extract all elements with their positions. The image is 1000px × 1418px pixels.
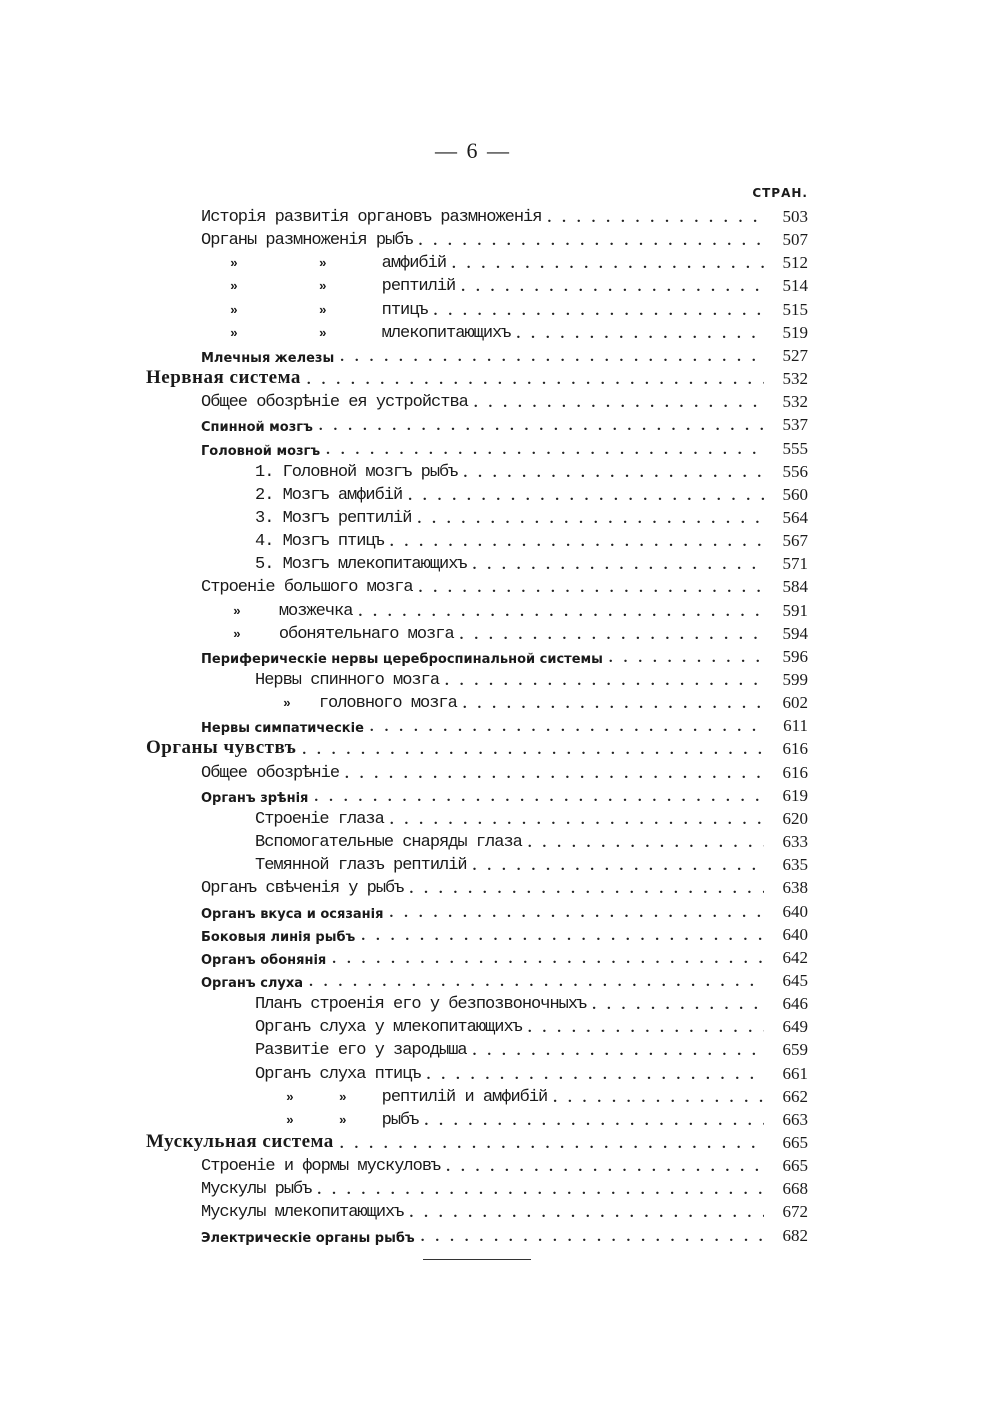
toc-entry-page: 519 (782, 322, 808, 342)
ditto-mark: » (230, 279, 237, 295)
toc-entry-page: 616 (782, 762, 808, 782)
toc-entry-page: 619 (782, 785, 808, 805)
toc-entry-page: 645 (782, 970, 808, 990)
toc-entry (0, 1014, 1000, 1037)
toc-entry-page: 665 (782, 1133, 808, 1152)
toc-entry (0, 436, 1000, 459)
toc-entry-page: 571 (782, 554, 808, 574)
dot-leader (463, 695, 764, 713)
dot-leader (332, 950, 764, 968)
dot-leader (408, 487, 764, 505)
toc-entry-page: 596 (782, 646, 808, 666)
dot-leader (317, 1181, 764, 1199)
dot-leader (424, 1112, 764, 1130)
toc-entry-page: 646 (782, 994, 808, 1014)
toc-entry-page: 514 (782, 276, 808, 296)
toc-entry (0, 667, 1000, 690)
toc-entry-text: головного мозга (318, 694, 457, 714)
toc-entry-page: 640 (782, 901, 808, 921)
toc-entry-title: Мускульная система (146, 1131, 334, 1152)
toc-entry-title: Органъ обонянія (201, 952, 327, 968)
toc-entry-title: Мускулы рыбъ (201, 1180, 312, 1200)
toc-entry (0, 574, 1000, 597)
toc-entry-title: Боковыя линія рыбъ (201, 929, 356, 945)
dot-leader (409, 1204, 764, 1222)
ditto-mark: » (318, 256, 326, 272)
dot-leader (340, 348, 764, 366)
dot-leader (427, 1066, 764, 1084)
toc-entry-title (0, 254, 446, 273)
dot-leader (309, 973, 764, 991)
toc-entry-page: 611 (783, 716, 808, 736)
toc-entry-page: 567 (782, 531, 808, 551)
toc-entry-page: 599 (782, 670, 808, 689)
toc-entry-page: 662 (782, 1086, 808, 1106)
dot-leader (516, 325, 764, 343)
toc-entry-title (0, 625, 454, 644)
toc-entry-page: 555 (782, 438, 808, 458)
toc-entry-page: 635 (782, 855, 808, 875)
toc-entry-title: Общее обозрѣніе (201, 763, 340, 783)
ditto-mark: » (318, 325, 326, 341)
toc-entry-title: Органъ вкуса и осязанія (201, 906, 384, 922)
toc-entry-title: Исторія развитія органовъ размноженія (201, 208, 542, 227)
toc-entry-page: 659 (782, 1040, 808, 1060)
toc-entry-title: Общее обозрѣніе ея устройства (201, 393, 468, 413)
dot-leader (409, 880, 764, 898)
toc-entry-text: рептилій и амфибій (381, 1087, 548, 1107)
toc-entry (0, 736, 1000, 759)
toc-entry-page: 682 (782, 1225, 808, 1245)
dot-leader (345, 765, 764, 783)
toc-entry-title (0, 301, 428, 320)
toc-entry-page: 594 (782, 623, 808, 643)
toc-entry-title: Темянной глазъ рептилій (255, 856, 467, 876)
toc-entry (0, 320, 1000, 343)
toc-entry (0, 852, 1000, 875)
toc-entry-title: Головной мозгъ (201, 443, 321, 459)
toc-entry (0, 1176, 1000, 1199)
toc-entry-title: Органъ слуха (201, 975, 304, 991)
dot-leader (319, 417, 764, 435)
dot-leader (434, 302, 764, 320)
toc-entry-title: Развитіе его у зародыша (255, 1041, 467, 1061)
toc-entry-title: Спинной мозгъ (201, 420, 313, 436)
page-column-header: СТРАН. (752, 186, 808, 200)
toc-entry-text: обонятельнаго мозга (278, 624, 454, 644)
toc-entry-title (0, 277, 455, 296)
toc-entry-page: 638 (782, 878, 808, 898)
toc-entry-title: Органы чувствъ (146, 737, 297, 759)
toc-entry-title (0, 1111, 418, 1130)
ditto-mark: » (286, 1089, 293, 1105)
toc-entry-title (0, 324, 510, 343)
toc-entry-page: 515 (782, 299, 808, 319)
toc-entry (0, 250, 1000, 273)
toc-entry (0, 899, 1000, 922)
toc-entry-text: амфибій (381, 254, 447, 274)
dot-leader (547, 209, 764, 227)
toc-entry (0, 1223, 1000, 1246)
toc-entry-page: 640 (782, 924, 808, 944)
toc-entry-page: 668 (782, 1179, 808, 1199)
toc-entry-title: 1. Головной мозгъ рыбъ (255, 462, 458, 482)
toc-entry-page: 642 (782, 947, 808, 967)
toc-entry (0, 806, 1000, 829)
toc-entry-text: рыбъ (381, 1110, 419, 1130)
toc-entry (0, 968, 1000, 991)
toc-entry (0, 366, 1000, 389)
toc-entry (0, 1107, 1000, 1130)
toc-entry-page: 507 (782, 230, 808, 250)
toc-entry (0, 760, 1000, 783)
toc-entry (0, 459, 1000, 482)
ditto-mark: » (233, 626, 240, 642)
ditto-mark: » (283, 696, 290, 712)
toc-entry-title: Периферическіе нервы цереброспинальной системы (201, 651, 603, 667)
toc-entry-page: 672 (782, 1202, 808, 1222)
dot-leader (446, 1158, 764, 1176)
toc-entry-page: 503 (782, 207, 808, 226)
toc-entry (0, 1199, 1000, 1222)
toc-entry-title: 2. Мозгъ амфибій (255, 485, 403, 505)
toc-entry-page: 616 (782, 739, 808, 759)
toc-entry (0, 922, 1000, 945)
closing-rule (423, 1259, 531, 1260)
toc-entry (0, 227, 1000, 250)
ditto-mark: » (230, 325, 237, 341)
toc-entry-page: 560 (782, 484, 808, 504)
dot-leader (340, 1135, 764, 1153)
dot-leader (302, 741, 764, 759)
toc-entry-page: 564 (782, 507, 808, 527)
ditto-mark: » (230, 302, 237, 318)
dot-leader (473, 1042, 764, 1060)
dot-leader (326, 441, 764, 459)
toc-entry-title: 5. Мозгъ млекопитающихъ (255, 555, 467, 575)
toc-entry-page: 532 (782, 369, 808, 389)
toc-entry-title: Нервы спинного мозга (255, 671, 440, 690)
toc-entry-title: Планъ строенія его у безпозвоночныхъ (255, 995, 587, 1015)
toc-entry-text: мозжечка (278, 601, 353, 621)
dot-leader (361, 927, 764, 945)
toc-entry (0, 204, 1000, 227)
toc-entry-title: Органъ зрѣнія (201, 790, 309, 806)
toc-entry (0, 1084, 1000, 1107)
toc-entry-title: Органъ слуха птицъ (255, 1064, 421, 1084)
dot-leader (390, 811, 764, 829)
toc-entry-page: 512 (782, 253, 808, 273)
dot-leader (528, 1019, 764, 1037)
toc-entry (0, 690, 1000, 713)
toc-entry-page: 537 (782, 415, 808, 435)
toc-entry-page: 663 (782, 1109, 808, 1129)
toc-entry-page: 661 (782, 1063, 808, 1083)
toc-entry-title: Нервная система (146, 367, 301, 389)
dot-leader (461, 278, 764, 296)
toc-entry (0, 644, 1000, 667)
ditto-mark: » (233, 603, 240, 619)
dot-leader (445, 672, 764, 690)
toc-entry-page: 665 (782, 1156, 808, 1176)
ditto-mark: » (318, 302, 326, 318)
toc-entry-page: 633 (782, 832, 808, 852)
toc-entry-title (0, 1088, 547, 1107)
toc-entry-text: млекопитающихъ (381, 323, 511, 343)
ditto-mark: » (318, 279, 326, 295)
toc-entry (0, 389, 1000, 412)
toc-entry (0, 598, 1000, 621)
dot-leader (460, 626, 764, 644)
page-number: — 6 — (435, 138, 511, 163)
toc-entry (0, 482, 1000, 505)
dot-leader (358, 603, 764, 621)
toc-entry (0, 991, 1000, 1014)
toc-entry (0, 945, 1000, 968)
dot-leader (390, 533, 764, 551)
toc-entry-page: 649 (782, 1017, 808, 1037)
toc-entry-page: 602 (782, 693, 808, 713)
toc-entry-text: рептилій (381, 277, 456, 297)
toc-entry-title: 4. Мозгъ птицъ (255, 532, 384, 552)
toc-entry (0, 783, 1000, 806)
toc-entry (0, 343, 1000, 366)
toc-entry-title: Строеніе большого мозга (201, 578, 413, 598)
dot-leader (473, 857, 764, 875)
toc-entry (0, 551, 1000, 574)
toc-entry-title: Строеніе глаза (255, 809, 384, 829)
toc-entry (0, 528, 1000, 551)
dot-leader (419, 579, 764, 597)
toc-entry-page: 620 (782, 808, 808, 828)
dot-leader (419, 232, 764, 250)
toc-entry-text: птицъ (381, 300, 428, 320)
toc-entry (0, 1037, 1000, 1060)
toc-entry (0, 1061, 1000, 1084)
dot-leader (417, 510, 764, 528)
dot-leader (553, 1089, 764, 1107)
toc-entry-title (0, 602, 352, 621)
toc-entry-title: Млечныя железы (201, 350, 335, 366)
toc-entry-title: Мускулы млекопитающихъ (201, 1203, 404, 1223)
toc-entry (0, 1153, 1000, 1176)
ditto-mark: » (338, 1112, 346, 1128)
toc-entry-title: 3. Мозгъ рептилій (255, 508, 412, 528)
toc-entry-title: Органъ слуха у млекопитающихъ (255, 1018, 522, 1038)
toc-entry-title: Электрическіе органы рыбъ (201, 1230, 415, 1246)
ditto-mark: » (286, 1112, 293, 1128)
toc-entry-title (0, 694, 457, 713)
toc-entry (0, 829, 1000, 852)
dot-leader (307, 371, 764, 389)
toc-entry-page: 556 (782, 461, 808, 481)
toc-entry-title: Нервы симпатическіе (201, 721, 364, 737)
dot-leader (389, 904, 764, 922)
toc-entry-page: 591 (782, 600, 808, 620)
dot-leader (474, 394, 764, 412)
ditto-mark: » (230, 256, 237, 272)
dot-leader (421, 1228, 764, 1246)
toc-entry (0, 505, 1000, 528)
toc-entry-title: Органы размноженія рыбъ (201, 231, 413, 251)
toc-entry (0, 297, 1000, 320)
toc-entry (0, 875, 1000, 898)
toc-entry-title: Органъ свѣченія у рыбъ (201, 879, 404, 899)
toc-entry-page: 532 (782, 392, 808, 412)
dot-leader (609, 649, 764, 667)
toc-entry-title: Строеніе и формы мускуловъ (201, 1157, 441, 1177)
dot-leader (314, 788, 764, 806)
dot-leader (452, 255, 764, 273)
ditto-mark: » (338, 1089, 346, 1105)
dot-leader (592, 996, 764, 1014)
toc-entry-page: 584 (782, 577, 808, 597)
toc-entry-title: Вспомогательные снаряды глаза (255, 833, 522, 853)
toc-entry (0, 621, 1000, 644)
dot-leader (463, 464, 764, 482)
toc-entry-page: 527 (782, 345, 808, 365)
toc-entry (0, 273, 1000, 296)
toc-entry (0, 713, 1000, 736)
dot-leader (370, 718, 764, 736)
toc-entry (0, 412, 1000, 435)
toc-entry (0, 1130, 1000, 1153)
dot-leader (528, 834, 764, 852)
dot-leader (473, 556, 764, 574)
